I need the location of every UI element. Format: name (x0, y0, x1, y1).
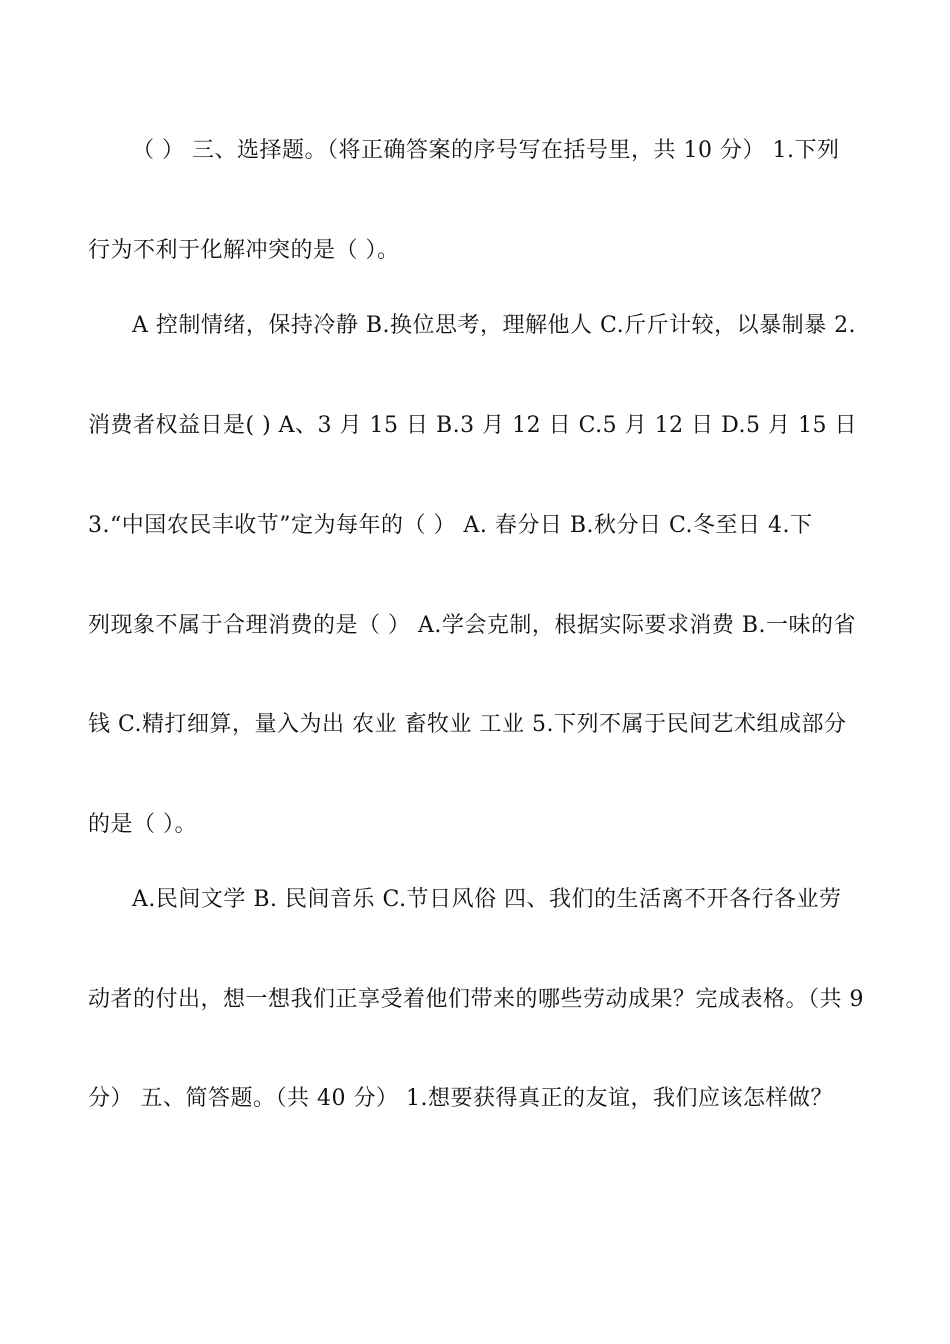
text-line-8: 的是（ ）。 (88, 812, 197, 837)
text-line-10: 动者的付出，想一想我们正享受着他们带来的哪些劳动成果？完成表格。（共 9 (88, 987, 864, 1012)
text-line-7: 钱 C.精打细算，量入为出 农业 畜牧业 工业 5.下列不属于民间艺术组成部分 (88, 712, 847, 737)
text-line-2: 行为不利于化解冲突的是（ ）。 (88, 238, 400, 263)
text-line-3: A 控制情绪，保持冷静 B.换位思考，理解他人 C.斤斤计较，以暴制暴 2. (132, 313, 857, 338)
text-line-9: A.民间文学 B. 民间音乐 C.节日风俗 四、我们的生活离不开各行各业劳 (132, 887, 842, 912)
text-line-4: 消费者权益日是( ) A、3 月 15 日 B.3 月 12 日 C.5 月 12 日 D.5 月 15 日 (88, 413, 857, 438)
text-line-5: 3.“中国农民丰收节”定为每年的（ ） A. 春分日 B.秋分日 C.冬至日 4.下 (88, 513, 813, 538)
text-line-11: 分） 五、简答题。（共 40 分） 1.想要获得真正的友谊，我们应该怎样做？ (88, 1086, 833, 1111)
text-line-1: （ ） 三、选择题。（将正确答案的序号写在括号里，共 10 分） 1.下列 (132, 138, 840, 163)
text-line-6: 列现象不属于合理消费的是（ ） A.学会克制，根据实际要求消费 B.一味的省 (88, 613, 857, 638)
